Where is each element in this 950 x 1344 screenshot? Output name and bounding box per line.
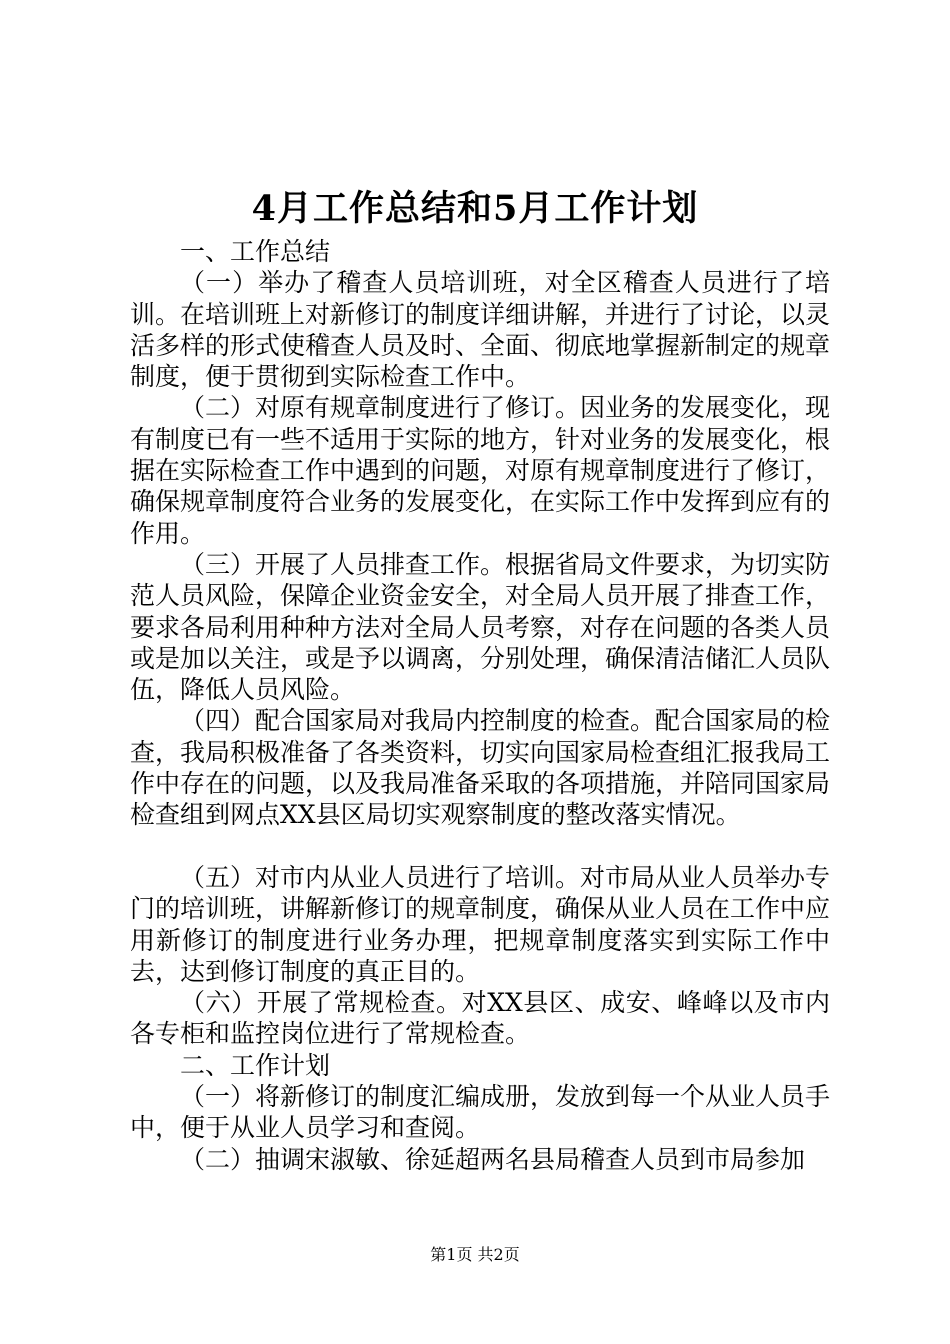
section-heading-plan: 二、工作计划 xyxy=(180,1050,331,1080)
paragraph-summary-6: （六）开展了常规检查。对XX县区、成安、峰峰以及市内各专柜和监控岗位进行了常规检查。 xyxy=(130,988,830,1049)
paragraph-summary-3: （三）开展了人员排查工作。根据省局文件要求，为切实防范人员风险，保障企业资金安全，对全局人员开展了排查工作，要求各局利用种种方法对全局人员考察，对存在问题的各类人员或是加以关注，或是予以调离，分别处理，确保清洁储汇人员队伍，降低人员风险。 xyxy=(130,549,831,705)
section-heading-summary: 一、工作总结 xyxy=(180,237,331,266)
paragraph-summary-1: （一）举办了稽查人员培训班，对全区稽查人员进行了培训。在培训班上对新修订的制度详细讲解，并进行了讨论，以灵活多样的形式使稽查人员及时、全面、彻底地掌握新制定的规章制度，便于贯彻到实际检查工作中。 xyxy=(130,268,831,392)
blank-line xyxy=(130,831,830,862)
page-footer: 第1页 共2页 xyxy=(430,1245,520,1264)
paragraph-plan-1: （一）将新修订的制度汇编成册，发放到每一个从业人员手中，便于从业人员学习和查阅。 xyxy=(130,1082,831,1143)
document-body xyxy=(130,236,830,1175)
paragraph-summary-4: （四）配合国家局对我局内控制度的检查。配合国家局的检查，我局积极准备了各类资料，切实向国家局检查组汇报我局工作中存在的问题，以及我局准备采取的各项措施，并陪同国家局检查组到网点XX县区局切实观察制度的整改落实情况。 xyxy=(130,706,831,830)
paragraph-plan-2: （二）抽调宋淑敏、徐延超两名县局稽查人员到市局参加 xyxy=(180,1144,806,1174)
paragraph-summary-5: （五）对市内从业人员进行了培训。对市局从业人员举办专门的培训班，讲解新修订的规章制度，确保从业人员在工作中应用新修订的制度进行业务办理，把规章制度落实到实际工作中去，达到修订制度的真正目的。 xyxy=(130,862,831,986)
document-title: 4月工作总结和5月工作计划 xyxy=(251,188,699,229)
paragraph-summary-2: （二）对原有规章制度进行了修订。因业务的发展变化，现有制度已有一些不适用于实际的地方，针对业务的发展变化，根据在实际检查工作中遇到的问题，对原有规章制度进行了修订，确保规章制度符合业务的发展变化，在实际工作中发挥到应有的作用。 xyxy=(130,393,831,548)
